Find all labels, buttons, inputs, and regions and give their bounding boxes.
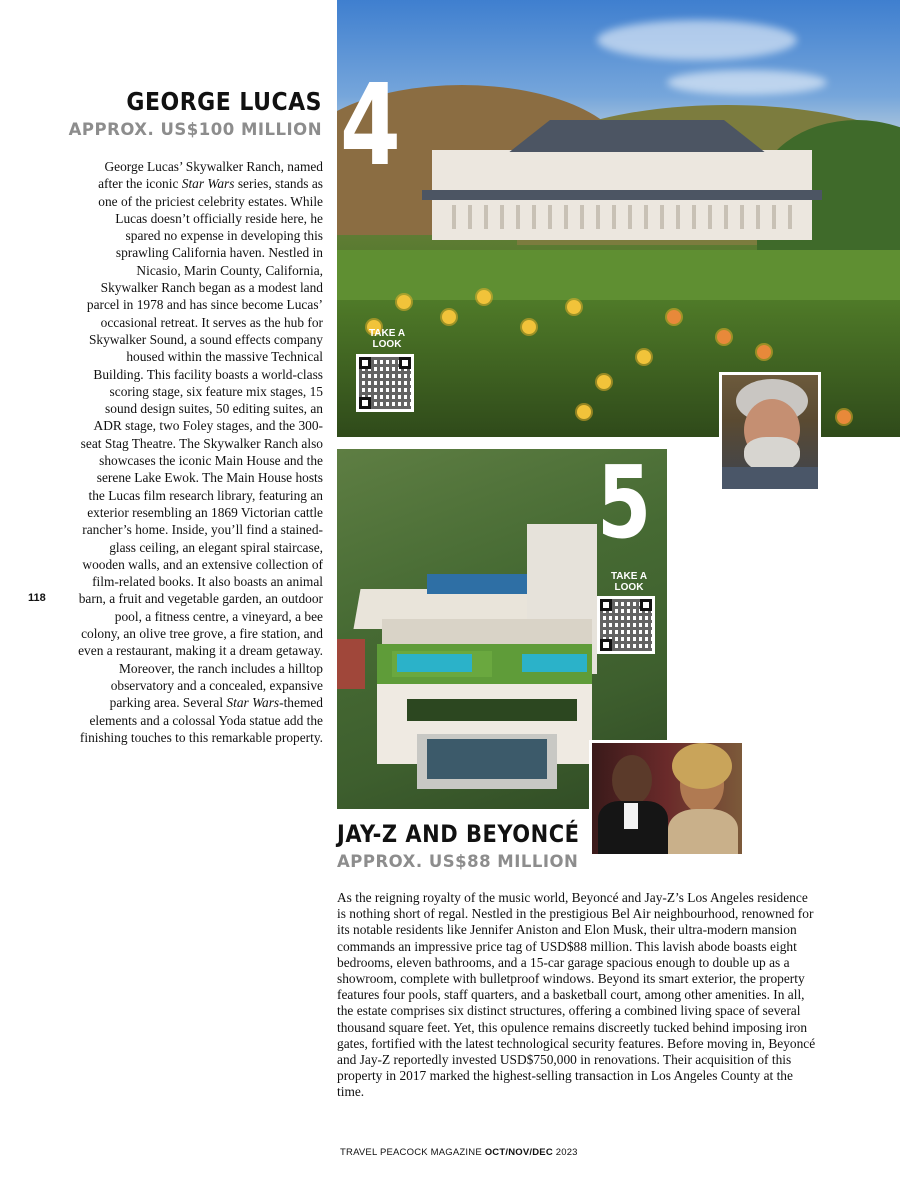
- lucas-price: APPROX. US$100 MILLION: [68, 120, 322, 139]
- lucas-heading: GEORGE LUCAS: [126, 88, 322, 117]
- rank-number-5: 5: [597, 449, 652, 561]
- main-house: [432, 150, 812, 240]
- qr-label: TAKE A LOOK: [610, 571, 648, 593]
- jayz-price: APPROX. US$88 MILLION: [337, 852, 579, 871]
- qr-label: TAKE A LOOK: [368, 328, 406, 350]
- qr-code-icon[interactable]: [597, 596, 655, 654]
- jayz-heading: JAY-Z AND BEYONCÉ: [337, 820, 580, 848]
- lucas-article-body: George Lucas’ Skywalker Ranch, named after the iconic Star Wars series, stands as one of the priciest celebrity estates. While Lucas doesn’t officially reside here, he spared no expense in developing this sprawling California haven. Nestled in Nicasio, Marin County, California, Skywalker Ranch began as a modest land parcel in 1978 and has since become Lucas’ occasional retreat. It serves as the hub for Skywalker Sound, a sound effects company housed within the massive Technical Building. This facility boasts a world-class scoring stage, six feature mix stages, 15 sound design suites, 50 editing suites, an ADR stage, two Foley stages, and the 300-seat Stag Theatre. The Skywalker Ranch also showcases the iconic Main House and the serene Lake Ewok. The Main House hosts the Lucas film research library, featuring an exterior resembling an 1869 Victorian cattle rancher’s home. Inside, you’ll find a stained-glass ceiling, an elegant spiral staircase, wooden walls, and an extensive collection of film-related books. It also boasts an animal barn, a fruit and vegetable garden, an outdoor pool, a fitness centre, a vineyard, a bee colony, an olive tree grove, a fire station, and even a restaurant, making it a dream getaway. Moreover, the ranch includes a hilltop observatory and a concealed, expansive parking area. Several Star Wars-themed elements and a colossal Yoda statue add the finishing touches to this remarkable property.: [78, 159, 323, 745]
- jay-z-beyonce-portrait: [589, 740, 745, 857]
- magazine-footer: [340, 1147, 578, 1158]
- page-number: 118: [28, 592, 46, 604]
- issue-year: 2023: [555, 1147, 578, 1158]
- george-lucas-portrait: [719, 372, 821, 492]
- jayz-article-body: As the reigning royalty of the music world, Beyoncé and Jay-Z’s Los Angeles residence is nothing short of regal. Nestled in the prestigious Bel Air neighbourhood, renowned for its notable residents like Jennifer Aniston and Elon Musk, their ultra-modern mansion commands an impressive price tag of USD$88 million. This lavish abode boasts eight bedrooms, eleven bathrooms, and a 15-car garage spacious enough to double up as a showroom, complete with bulletproof windows. Beyond its smart exterior, the property features four pools, staff quarters, and a basketball court, among other amenities. In all, the estate comprises six distinct structures, offering a combined living space of several thousand square feet. Yet, this opulence remains discreetly tucked behind imposing iron gates, fortified with the latest technological security features. Before moving in, Beyoncé and Jay-Z reportedly invested USD$750,000 in renovations. Their acquisition of this property in 2017 marked the highest-selling transaction in Los Angeles County at the time.: [337, 890, 816, 1100]
- rank-number-4: 4: [340, 61, 401, 191]
- issue-months: OCT/NOV/DEC: [484, 1147, 553, 1158]
- qr-code-icon[interactable]: [356, 354, 414, 412]
- magazine-name: TRAVEL PEACOCK MAGAZINE: [340, 1147, 482, 1158]
